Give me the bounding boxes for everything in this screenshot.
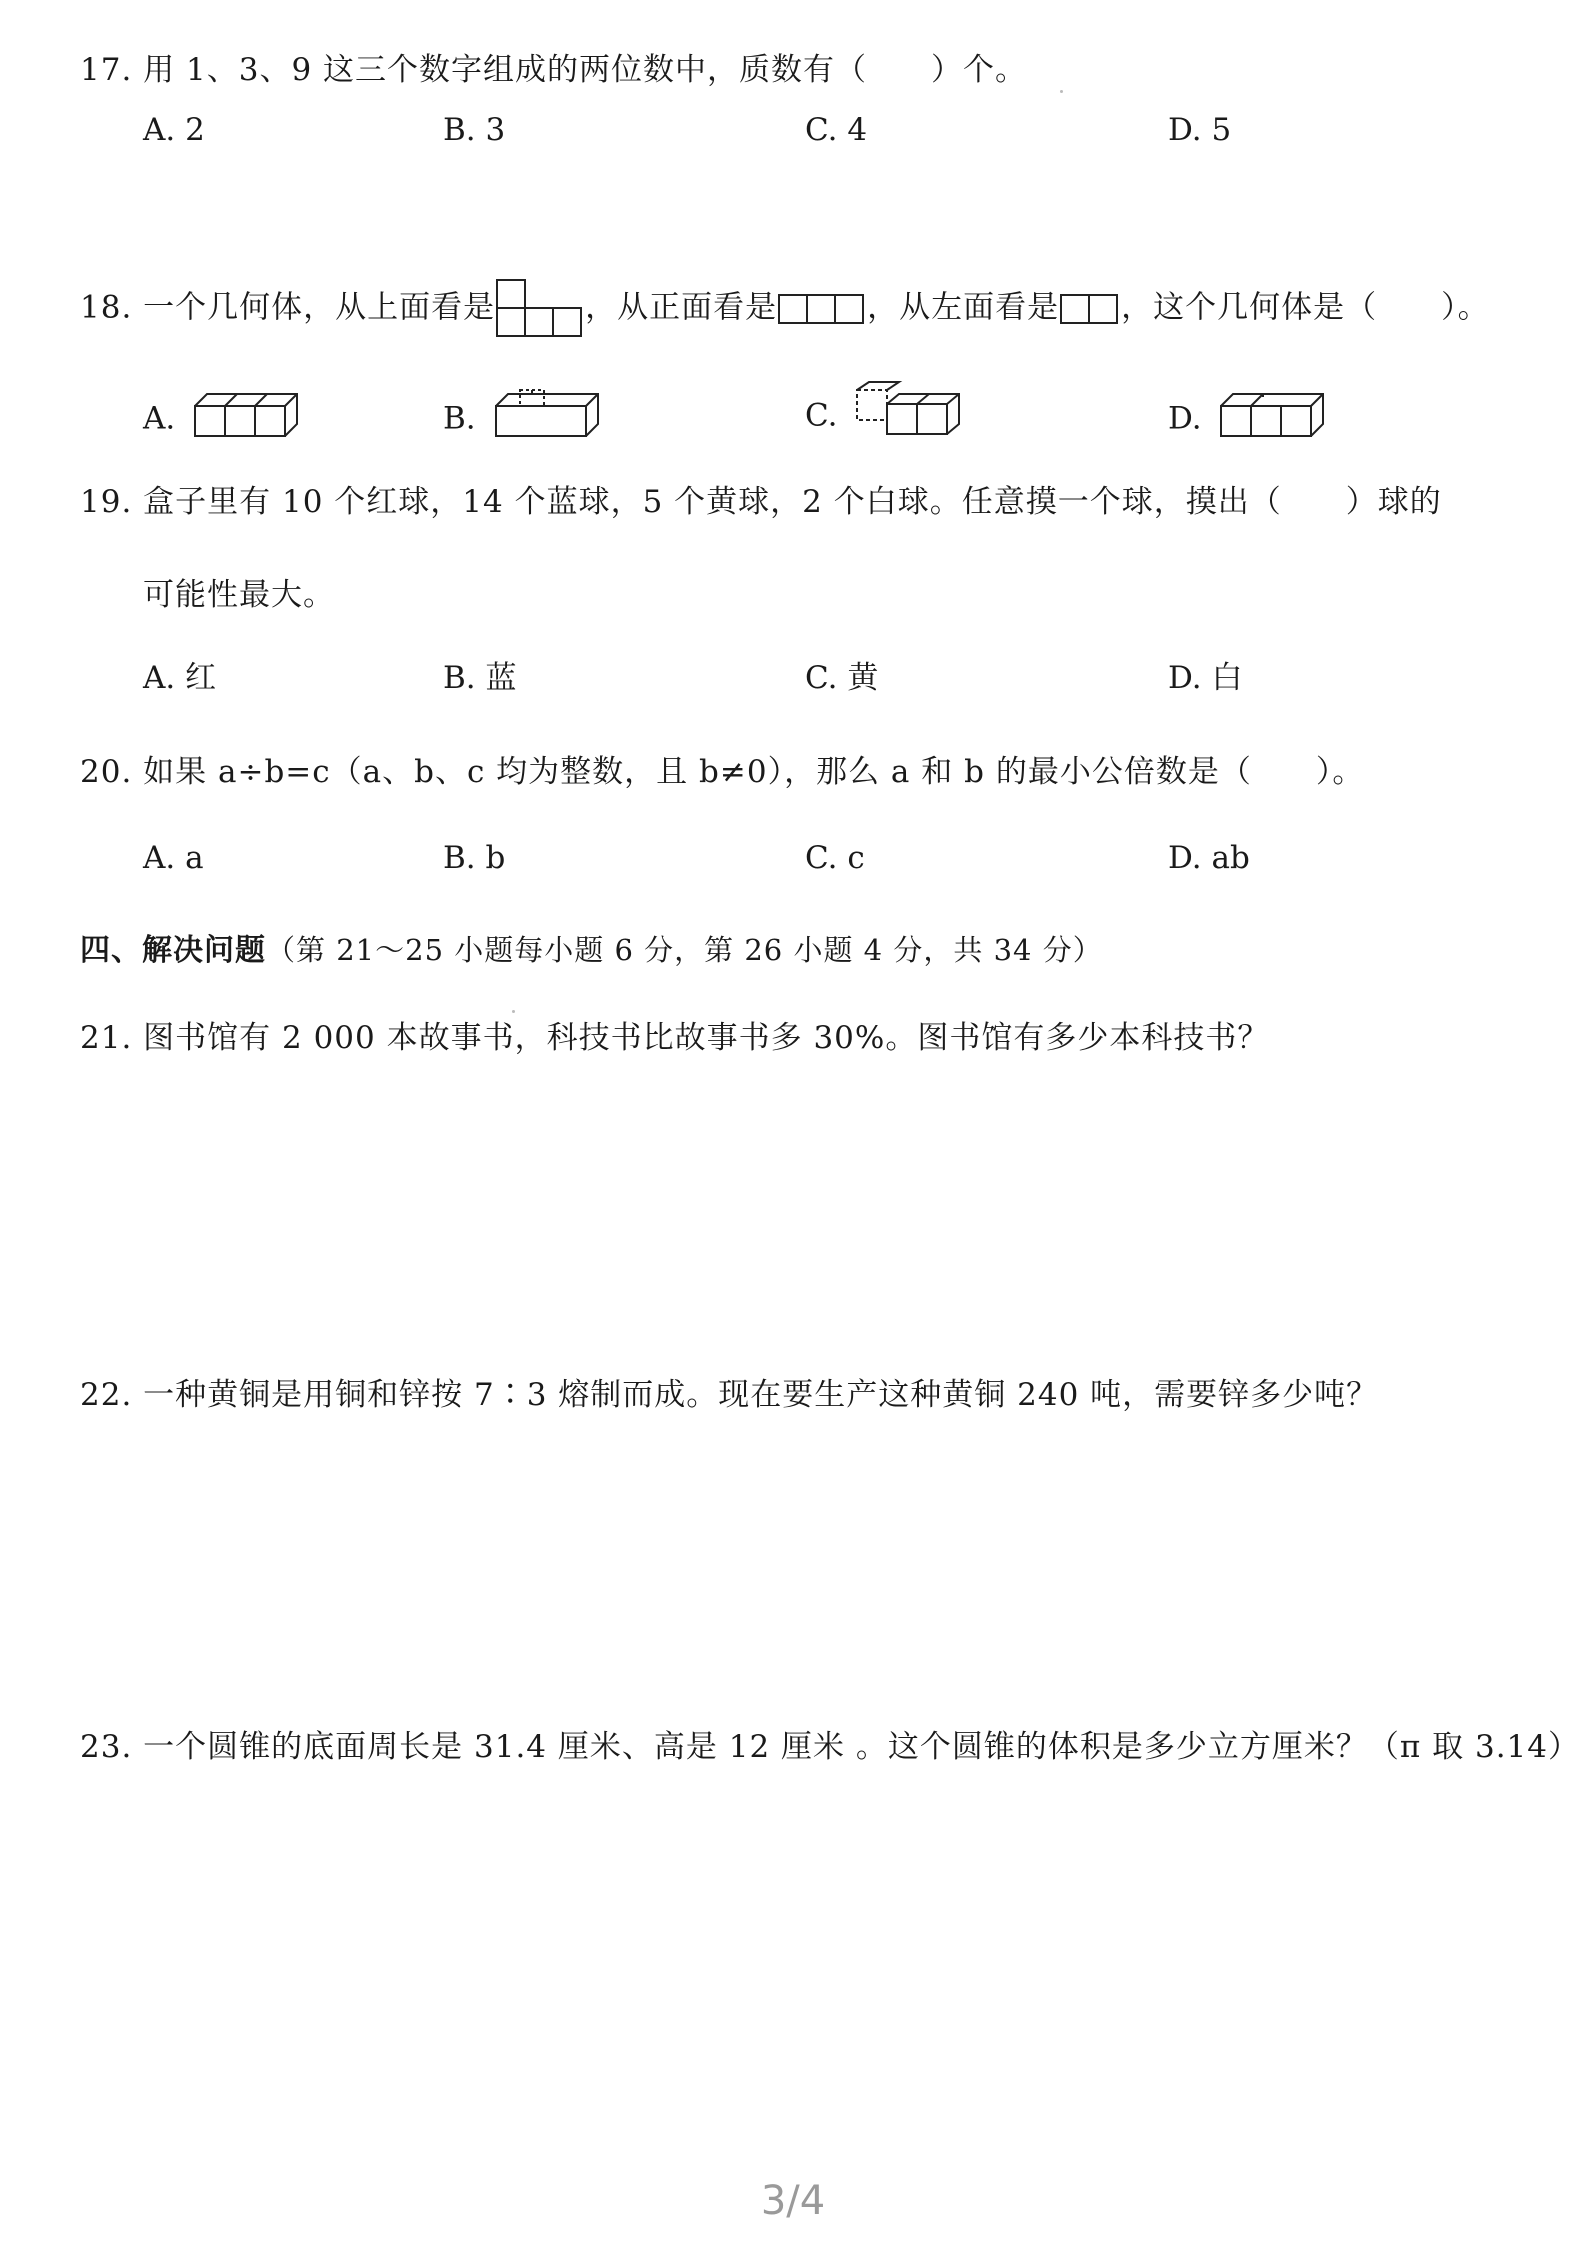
q23-stem: 23. 一个圆锥的底面周长是 31.4 厘米、高是 12 厘米 。这个圆锥的体积是多少立方厘米？（π 取 3.14） (80, 1729, 1580, 1765)
q20-option-a: A. a (143, 840, 204, 876)
cube-solid-c-icon (853, 380, 963, 454)
section-4-note: （第 21～25 小题每小题 6 分，第 26 小题 4 分，共 34 分） (266, 933, 1103, 967)
q19-stem-line2: 可能性最大。 (143, 577, 335, 613)
section-4-title: 四、解决问题 (80, 933, 266, 968)
q18-option-c (805, 380, 963, 454)
q18-option-b-label: B. (443, 400, 476, 437)
q18-stem-part1: 18. 一个几何体，从上面看是 (80, 289, 496, 326)
q19-option-b: B. 蓝 (443, 660, 517, 696)
q18-option-c-label: C. (805, 397, 838, 434)
scan-speck (512, 1010, 515, 1013)
q18-stem-part4: ，这个几何体是（ ）。 (1121, 289, 1490, 326)
q21-stem: 21. 图书馆有 2 000 本故事书，科技书比故事书多 30%。图书馆有多少本科技书？ (80, 1020, 1270, 1056)
cube-solid-a-icon (191, 388, 301, 452)
q17-option-a: A. 2 (143, 112, 205, 148)
q19-option-a: A. 红 (143, 660, 217, 696)
cube-solid-b-icon (492, 388, 602, 452)
q17-stem: 17. 用 1、3、9 这三个数字组成的两位数中，质数有（ ）个。 (80, 52, 1028, 88)
q22-stem: 22. 一种黄铜是用铜和锌按 7∶3 熔制而成。现在要生产这种黄铜 240 吨，需要锌多少吨？ (80, 1377, 1379, 1413)
q20-option-b: B. b (443, 840, 506, 876)
q19-option-d: D. 白 (1168, 660, 1243, 696)
q20-option-d: D. ab (1168, 840, 1250, 876)
q18-stem-part3: ，从左面看是 (867, 289, 1060, 326)
q18-option-a-label: A. (143, 400, 176, 437)
q18-option-b (443, 388, 602, 452)
q17-option-b: B. 3 (443, 112, 506, 148)
q19-option-c: C. 黄 (805, 660, 879, 696)
q21-answer-area[interactable] (80, 1070, 1500, 1330)
section-4-header (80, 930, 1103, 971)
q17-option-c: C. 4 (805, 112, 868, 148)
q18-option-d-label: D. (1168, 400, 1202, 437)
q18-option-a (143, 388, 301, 452)
q18-stem (80, 278, 1490, 340)
q22-answer-area[interactable] (80, 1430, 1500, 1690)
left-view-icon (1059, 293, 1121, 325)
q20-stem: 20. 如果 a÷b=c（a、b、c 均为整数，且 b≠0），那么 a 和 b 的最小公倍数是（ ）。 (80, 754, 1365, 790)
page-indicator: 3/4 (760, 2178, 826, 2224)
q17-option-d: D. 5 (1168, 112, 1232, 148)
q23-answer-area[interactable] (80, 1785, 1500, 2135)
front-view-icon (777, 293, 867, 325)
q19-stem-line1: 19. 盒子里有 10 个红球，14 个蓝球，5 个黄球，2 个白球。任意摸一个球，摸出（ ）球的 (80, 484, 1442, 520)
cube-solid-d-icon (1217, 388, 1327, 452)
q18-stem-part2: ，从正面看是 (585, 289, 778, 326)
q18-option-d (1168, 388, 1327, 452)
scan-speck (1060, 90, 1063, 93)
q20-option-c: C. c (805, 840, 865, 876)
top-view-icon (495, 278, 585, 340)
